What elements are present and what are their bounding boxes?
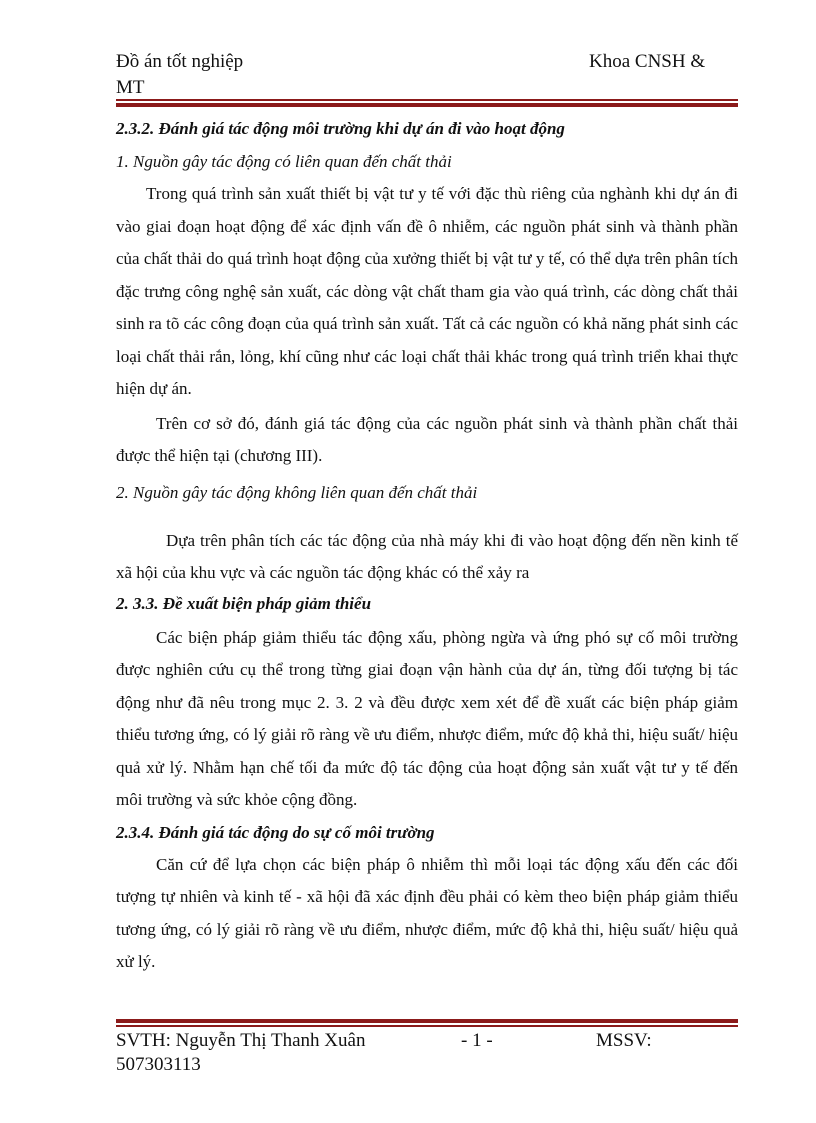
subheading-non-waste: 2. Nguồn gây tác động không liên quan đến chất thải bbox=[116, 482, 478, 502]
page-body bbox=[116, 117, 738, 979]
header-right: Khoa CNSH & bbox=[589, 51, 706, 72]
page-number: - 1 - bbox=[461, 1030, 493, 1051]
section-heading-2-3-3: 2. 3.3. Đề xuất biện pháp giảm thiểu bbox=[116, 593, 372, 613]
header-left: Đồ án tốt nghiệp bbox=[116, 51, 244, 72]
header-rule bbox=[116, 99, 738, 107]
section-heading-2-3-4: 2.3.4. Đánh giá tác động do sự cố môi trường bbox=[116, 822, 435, 842]
footer-student-name: SVTH: Nguyễn Thị Thanh Xuân bbox=[116, 1030, 366, 1051]
paragraph-socioeconomic: Dựa trên phân tích các tác động của nhà máy khi đi vào hoạt động đến nền kinh tế xã hội của khu vực và các nguồn tác động khác có thể xảy ra bbox=[116, 530, 738, 582]
footer-rule bbox=[116, 1019, 738, 1027]
header-left-line2: MT bbox=[116, 77, 145, 98]
footer-student-id: 507303113 bbox=[116, 1054, 201, 1075]
subheading-waste-related: 1. Nguồn gây tác động có liên quan đến chất thải bbox=[116, 152, 452, 171]
section-heading-2-3-2: 2.3.2. Đánh giá tác động môi trường khi dự án đi vào hoạt động bbox=[116, 119, 565, 138]
paragraph-basis-chapter-iii: Trên cơ sở đó, đánh giá tác động của các nguồn phát sinh và thành phần chất thải được thể hiện tại (chương III). bbox=[116, 413, 738, 465]
paragraph-mitigation: Các biện pháp giảm thiểu tác động xấu, phòng ngừa và ứng phó sự cố môi trường được nghiên cứu cụ thể trong từng giai đoạn vận hành của dự án, từng đối tượng bị tác động như đã nêu trong mục 2. 3. 2 và đều được xem xét để đề xuất các biện pháp giảm thiểu tương ứng, có lý giải rõ ràng về ưu điểm, nhược điểm, mức độ khả thi, hiệu suất/ hiệu quả xử lý. Nhằm hạn chế tối đa mức độ tác động của hoạt động sản xuất vật tư y tế đến môi trường và sức khỏe cộng đồng. bbox=[116, 627, 738, 809]
footer-mssv-label: MSSV: bbox=[596, 1030, 652, 1051]
paragraph-incident: Căn cứ để lựa chọn các biện pháp ô nhiễm thì mỗi loại tác động xấu đến các đối tượng tự nhiên và kinh tế - xã hội đã xác định đều phải có kèm theo biện pháp giảm thiểu tương ứng, có lý giải rõ ràng về ưu điểm, nhược điểm, mức độ khả thi, hiệu suất/ hiệu quả xử lý. bbox=[116, 854, 738, 971]
paragraph-production-process: Trong quá trình sản xuất thiết bị vật tư y tế với đặc thù riêng của nghành khi dự án đi vào giai đoạn hoạt động để xác định vấn đề ô nhiễm, các nguồn phát sinh và thành phần của chất thải do quá trình hoạt động của xưởng thiết bị vật tư y tế, có thể dựa trên phân tích đặc trưng công nghệ sản xuất, các dòng vật chất tham gia vào quá trình, các dòng chất thải sinh ra tõ các công đoạn của quá trình sản xuất. Tất cả các nguồn có khả năng phát sinh các loại chất thải rắn, lỏng, khí cũng như các loại chất thải khác trong quá trình triển khai thực hiện dự án. bbox=[116, 184, 738, 398]
